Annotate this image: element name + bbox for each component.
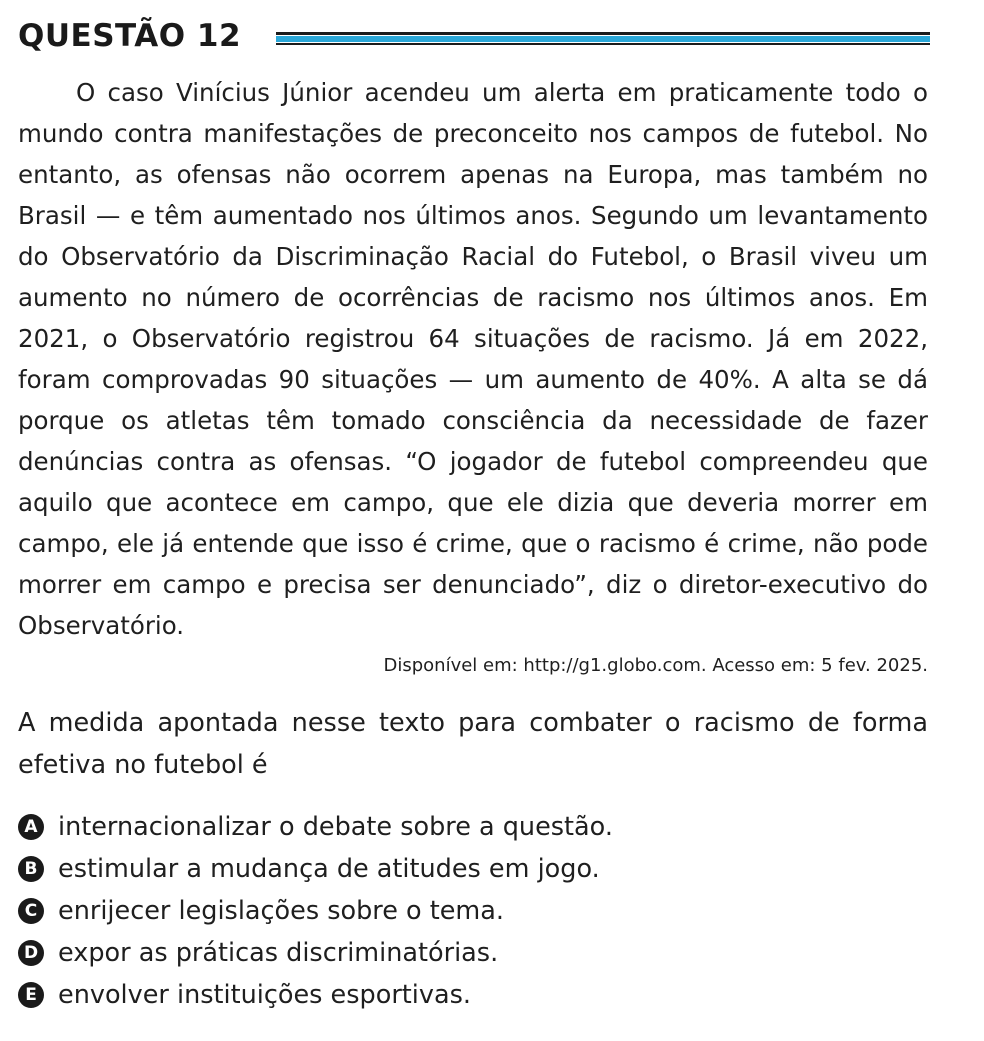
option-b[interactable] [18, 848, 928, 890]
option-d-text: expor as práticas discriminatórias. [58, 938, 499, 968]
option-a[interactable] [18, 806, 928, 848]
option-b-letter-badge: B [18, 856, 44, 882]
header-rule [276, 32, 930, 46]
option-c-text: enrijecer legislações sobre o tema. [58, 896, 504, 926]
option-d[interactable] [18, 932, 928, 974]
option-a-letter-badge: A [18, 814, 44, 840]
option-e[interactable] [18, 974, 928, 1016]
option-b-text: estimular a mudança de atitudes em jogo. [58, 854, 600, 884]
option-a-text: internacionalizar o debate sobre a questão. [58, 812, 613, 842]
option-e-text: envolver instituições esportivas. [58, 980, 471, 1010]
header-rule-bottom-line [276, 43, 930, 45]
header-rule-top-line [276, 32, 930, 35]
option-c-letter-badge: C [18, 898, 44, 924]
question-title: QUESTÃO 12 [18, 18, 242, 54]
question-prompt: A medida apontada nesse texto para combater o racismo de forma efetiva no futebol é [18, 708, 928, 780]
answer-options [18, 806, 928, 1016]
option-e-letter-badge: E [18, 982, 44, 1008]
header-rule-accent-line [276, 36, 930, 42]
question-header [18, 14, 930, 58]
passage-source: Disponível em: http://g1.globo.com. Acesso em: 5 fev. 2025. [383, 655, 928, 676]
passage-text: O caso Vinícius Júnior acendeu um alerta em praticamente todo o mundo contra manifestações de preconceito nos campos de futebol. No entanto, as ofensas não ocorrem apenas na Europa, mas também no Brasil — e têm aumentado nos últimos anos. Segundo um levantamento do Observatório da Discriminação Racial do Futebol, o Brasil viveu um aumento no número de ocorrências de racismo nos últimos anos. Em 2021, o Observatório registrou 64 situações de racismo. Já em 2022, foram comprovadas 90 situações — um aumento de 40%. A alta se dá porque os atletas têm tomado consciência da necessidade de fazer denúncias contra as ofensas. “O jogador de futebol compreendeu que aquilo que acontece em campo, que ele dizia que deveria morrer em campo, ele já entende que isso é crime, que o racismo é crime, não pode morrer em campo e precisa ser denunciado”, diz o diretor-executivo do Observatório. [18, 78, 928, 640]
option-d-letter-badge: D [18, 940, 44, 966]
option-c[interactable] [18, 890, 928, 932]
